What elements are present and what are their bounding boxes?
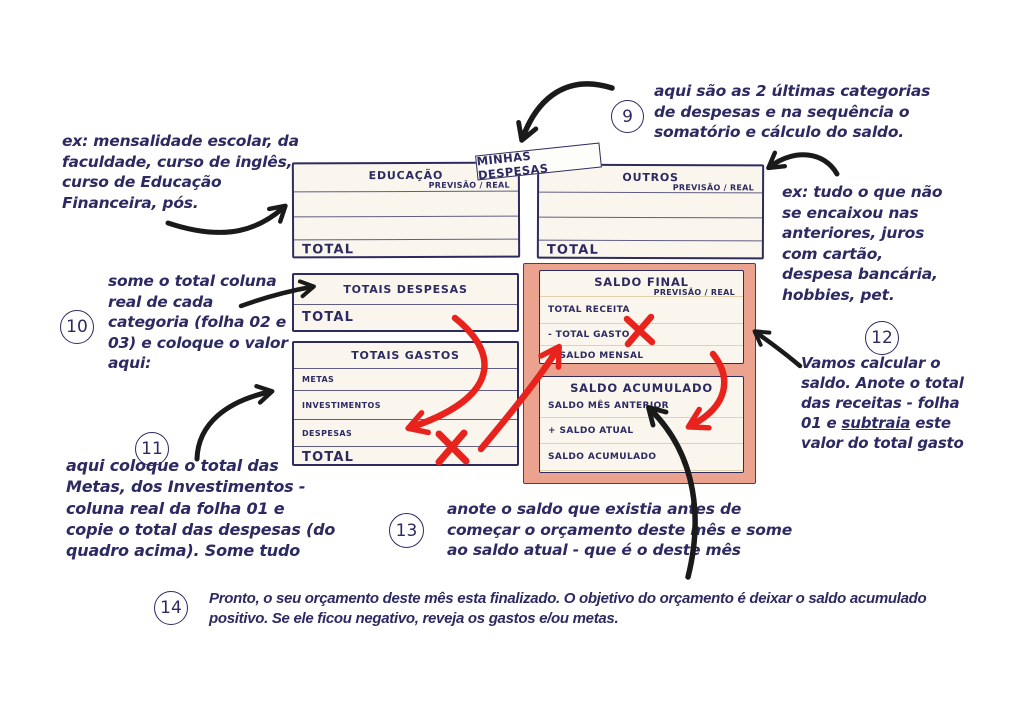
saldo-acumulado-title: SALDO ACUMULADO <box>570 381 713 395</box>
outros-total-row <box>539 241 762 261</box>
outros-blank-row <box>539 193 762 219</box>
step-11-number: 11 <box>141 439 163 459</box>
saldo-final-title: SALDO FINAL <box>594 275 689 289</box>
totais-gastos-row-investimentos <box>294 391 517 420</box>
step-10-number: 10 <box>66 317 88 337</box>
note-ex-educacao: ex: mensalidade escolar, da faculdade, curso de inglês, curso de Educação Financeira, pós. <box>62 132 299 212</box>
step-10-badge <box>60 310 94 344</box>
note-step-12 <box>801 354 969 454</box>
saldo-final-table <box>539 270 744 364</box>
totais-despesas-table <box>292 273 519 332</box>
arrow-step12-to-saldo-panel <box>757 333 800 366</box>
saldo-acumulado-row-anterior <box>540 395 743 418</box>
note-step-12-part2: este valor do total gasto <box>801 413 964 452</box>
note-step-13: anote o saldo que existia antes de começar o orçamento deste mês e some ao saldo atual - que é o deste mês <box>447 500 793 560</box>
saldo-final-row-gasto <box>540 324 743 346</box>
note-step-12-part1: Vamos calcular o saldo. Anote o total das receitas - folha 01 e <box>801 354 964 432</box>
total-receita-label: TOTAL RECEITA <box>548 305 630 315</box>
totais-gastos-row-metas <box>294 369 517 391</box>
saldo-mensal-label: = SALDO MENSAL <box>548 350 644 361</box>
outros-title: OUTROS <box>622 170 679 185</box>
educacao-blank-row <box>294 192 518 218</box>
outros-columns-label: PREVISÃO / REAL <box>672 183 755 193</box>
step-14-number: 14 <box>160 598 182 618</box>
saldo-final-row-receita <box>540 297 743 324</box>
saldo-final-columns-label: PREVISÃO / REAL <box>653 288 735 297</box>
despesas-label: DESPESAS <box>302 428 353 438</box>
saldo-acumulado-label: SALDO ACUMULADO <box>548 452 657 462</box>
step-14-badge <box>154 591 188 625</box>
step-13-badge <box>389 513 424 548</box>
outros-table <box>537 164 764 260</box>
educacao-total-label: TOTAL <box>302 242 355 258</box>
saldo-atual-label: + SALDO ATUAL <box>548 425 634 436</box>
saldo-final-row-mensal <box>540 346 743 365</box>
total-gasto-label: - TOTAL GASTO <box>548 329 630 340</box>
note-step-10: some o total coluna real de cada categoria (folha 02 e 03) e coloque o valor aqui: <box>108 272 288 373</box>
totais-gastos-total-label: TOTAL <box>302 450 355 465</box>
step-9-badge <box>611 100 644 133</box>
arrow-step11-to-totais-gastos <box>197 392 269 459</box>
step-9-number: 9 <box>622 106 633 127</box>
saldo-acumulado-row-total <box>540 444 743 471</box>
step-13-number: 13 <box>395 520 418 541</box>
note-ex-outros: ex: tudo o que não se encaixou nas anteriores, juros com cartão, despesa bancária, hobbies, pet. <box>782 183 943 305</box>
totais-gastos-header <box>294 343 517 369</box>
arrow-step9-to-banner <box>523 84 612 137</box>
totais-gastos-row-despesas <box>294 420 517 447</box>
educacao-total-row <box>294 240 518 260</box>
step-12-number: 12 <box>871 328 893 348</box>
totais-despesas-total-row <box>294 305 517 330</box>
totais-gastos-table <box>292 341 519 466</box>
saldo-acumulado-header <box>540 377 743 395</box>
note-step-14: Pronto, o seu orçamento deste mês esta finalizado. O objetivo do orçamento é deixar o saldo acumulado positivo. Se ele ficou negativo, reveja os gastos e/ou metas. <box>209 590 927 627</box>
educacao-title: EDUCAÇÃO <box>368 168 444 183</box>
investimentos-label: INVESTIMENTOS <box>302 400 381 410</box>
arrow-note-to-outros <box>771 155 837 174</box>
step-12-badge <box>865 321 899 355</box>
metas-label: METAS <box>302 375 335 384</box>
totais-despesas-title: TOTAIS DESPESAS <box>343 283 468 296</box>
educacao-blank-row <box>294 217 518 241</box>
totais-gastos-title: TOTAIS GASTOS <box>351 349 460 362</box>
totais-despesas-header <box>294 275 517 305</box>
outros-blank-row <box>539 218 762 242</box>
saldo-mes-anterior-label: SALDO MÊS ANTERIOR <box>548 401 670 411</box>
note-step-12-underlined: subtraia <box>841 413 911 432</box>
educacao-columns-label: PREVISÃO / REAL <box>428 180 510 190</box>
totais-despesas-total-label: TOTAL <box>302 310 355 325</box>
page-title-label: MINHAS DESPESAS <box>475 148 550 182</box>
outros-total-label: TOTAL <box>546 242 600 258</box>
saldo-final-header <box>540 271 743 297</box>
note-step-11: aqui coloque o total das Metas, dos Investimentos - coluna real da folha 01 e copie o total das despesas (do quadro acima). Some tudo <box>66 456 336 561</box>
saldo-acumulado-table <box>539 376 744 473</box>
saldo-acumulado-row-atual <box>540 418 743 444</box>
note-step-9: aqui são as 2 últimas categorias de despesas e na sequência o somatório e cálculo do saldo. <box>654 82 931 142</box>
